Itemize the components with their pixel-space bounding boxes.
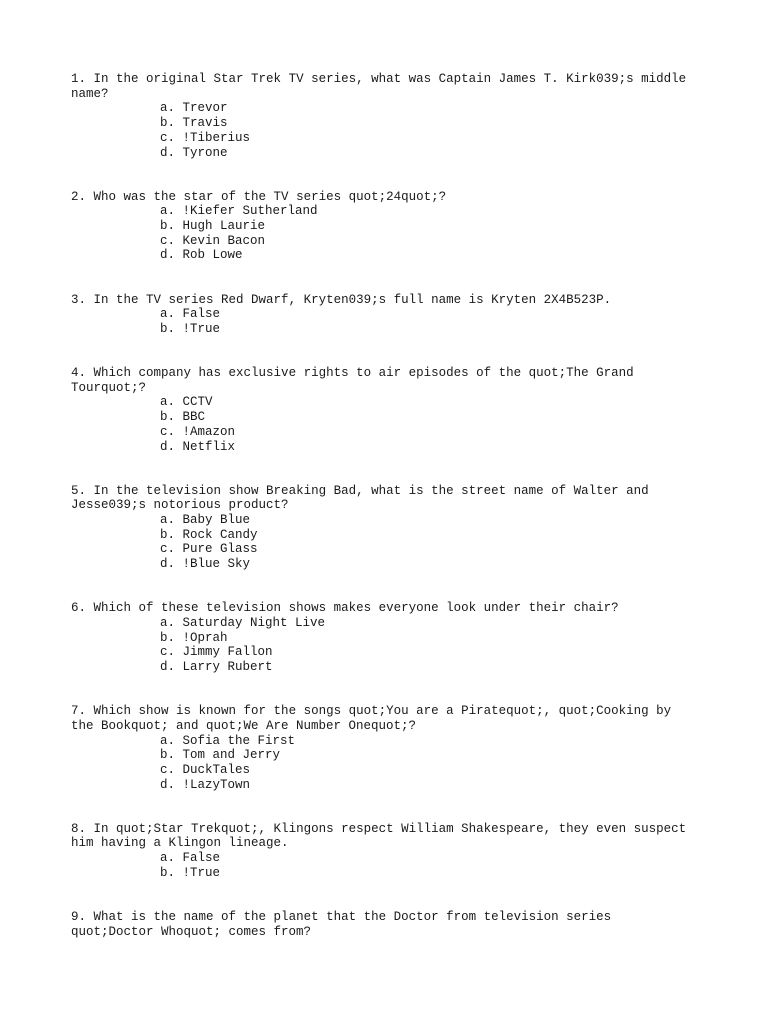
- option-letter: b.: [160, 748, 176, 763]
- option-letter: d.: [160, 248, 176, 263]
- answer-options: [71, 395, 701, 454]
- quiz-document: [71, 72, 701, 969]
- option-text: Baby Blue: [182, 513, 251, 528]
- answer-option: [160, 204, 701, 219]
- question-number: 9.: [71, 909, 87, 924]
- question-6: [71, 601, 701, 675]
- option-letter: d.: [160, 439, 176, 454]
- question-text: In the original Star Trek TV series, what was Captain James T. Kirk039;s middle name?: [71, 72, 694, 101]
- option-letter: a.: [160, 204, 176, 219]
- question-4: [71, 366, 701, 454]
- question-number: 6.: [71, 601, 87, 616]
- answer-option: [160, 851, 701, 866]
- answer-option: [160, 778, 701, 793]
- answer-option: [160, 866, 701, 881]
- question-text: In quot;Star Trekquot;, Klingons respect William Shakespeare, they even suspect him having a Klingon lineage.: [71, 821, 694, 851]
- option-letter: a.: [160, 615, 176, 630]
- answer-option: [160, 528, 701, 543]
- answer-option: [160, 557, 701, 572]
- option-letter: b.: [160, 410, 176, 425]
- option-text: !Oprah: [182, 630, 228, 645]
- question-number: 3.: [71, 292, 87, 307]
- option-text: BBC: [182, 410, 206, 425]
- question-number: 4.: [71, 366, 87, 381]
- question-8: [71, 822, 701, 881]
- option-letter: c.: [160, 645, 176, 660]
- question-5: [71, 484, 701, 572]
- option-text: Hugh Laurie: [182, 219, 266, 234]
- answer-options: [71, 734, 701, 793]
- answer-option: [160, 763, 701, 778]
- option-letter: a.: [160, 395, 176, 410]
- answer-option: [160, 131, 701, 146]
- question-text: What is the name of the planet that the Doctor from television series quot;Doctor Whoquot; comes from?: [71, 909, 619, 939]
- option-letter: a.: [160, 513, 176, 528]
- option-letter: b.: [160, 321, 176, 336]
- option-letter: c.: [160, 762, 176, 777]
- option-letter: a.: [160, 733, 176, 748]
- option-letter: d.: [160, 660, 176, 675]
- option-letter: b.: [160, 116, 176, 131]
- option-text: !Tiberius: [182, 130, 251, 145]
- answer-option: [160, 631, 701, 646]
- question-text: Which company has exclusive rights to air episodes of the quot;The Grand Tourquot;?: [71, 366, 642, 395]
- answer-option: [160, 734, 701, 749]
- question-2: [71, 190, 701, 264]
- option-letter: a.: [160, 851, 176, 866]
- option-letter: c.: [160, 542, 176, 557]
- option-text: Jimmy Fallon: [182, 645, 273, 660]
- option-letter: b.: [160, 630, 176, 645]
- question-text: Which of these television shows makes everyone look under their chair?: [93, 601, 619, 616]
- answer-option: [160, 542, 701, 557]
- option-text: !True: [182, 865, 221, 880]
- option-letter: a.: [160, 101, 176, 116]
- answer-option: [160, 645, 701, 660]
- question-9: [71, 910, 701, 939]
- option-letter: b.: [160, 865, 176, 880]
- answer-option: [160, 101, 701, 116]
- answer-option: [160, 440, 701, 455]
- answer-options: [71, 101, 701, 160]
- answer-option: [160, 219, 701, 234]
- question-text: Which show is known for the songs quot;You are a Piratequot;, quot;Cooking by the Bookquot; and quot;We Are Number Onequot;?: [71, 704, 679, 733]
- option-text: !Blue Sky: [182, 557, 251, 572]
- option-text: False: [182, 307, 221, 322]
- answer-option: [160, 307, 701, 322]
- option-text: Saturday Night Live: [182, 615, 326, 630]
- answer-option: [160, 748, 701, 763]
- option-text: Rob Lowe: [182, 248, 243, 263]
- question-1: [71, 72, 701, 160]
- question-number: 7.: [71, 704, 87, 719]
- answer-option: [160, 116, 701, 131]
- option-text: DuckTales: [182, 762, 251, 777]
- answer-option: [160, 234, 701, 249]
- question-text: Who was the star of the TV series quot;24quot;?: [93, 189, 447, 204]
- option-text: Kevin Bacon: [182, 233, 266, 248]
- answer-option: [160, 248, 701, 263]
- answer-option: [160, 395, 701, 410]
- option-text: Tom and Jerry: [182, 748, 281, 763]
- answer-option: [160, 616, 701, 631]
- option-letter: b.: [160, 527, 176, 542]
- option-text: Larry Rubert: [182, 660, 273, 675]
- option-letter: c.: [160, 233, 176, 248]
- option-letter: a.: [160, 307, 176, 322]
- answer-option: [160, 513, 701, 528]
- answer-options: [71, 204, 701, 263]
- answer-option: [160, 410, 701, 425]
- option-text: Tyrone: [182, 145, 228, 160]
- option-text: !Kiefer Sutherland: [182, 204, 318, 219]
- option-text: False: [182, 851, 221, 866]
- option-letter: c.: [160, 424, 176, 439]
- question-7: [71, 704, 701, 792]
- answer-option: [160, 660, 701, 675]
- option-text: !True: [182, 321, 221, 336]
- answer-options: [71, 851, 701, 880]
- option-text: Sofia the First: [182, 733, 296, 748]
- answer-option: [160, 146, 701, 161]
- question-number: 2.: [71, 189, 87, 204]
- question-number: 5.: [71, 483, 87, 498]
- option-letter: d.: [160, 777, 176, 792]
- answer-option: [160, 425, 701, 440]
- option-letter: d.: [160, 145, 176, 160]
- option-text: Trevor: [182, 101, 228, 116]
- option-text: !LazyTown: [182, 777, 251, 792]
- answer-option: [160, 322, 701, 337]
- question-number: 8.: [71, 821, 87, 836]
- option-letter: b.: [160, 219, 176, 234]
- option-text: CCTV: [182, 395, 213, 410]
- option-text: Rock Candy: [182, 527, 258, 542]
- question-3: [71, 293, 701, 337]
- option-text: Netflix: [182, 439, 236, 454]
- answer-options: [71, 307, 701, 336]
- option-letter: c.: [160, 130, 176, 145]
- question-text: In the television show Breaking Bad, what is the street name of Walter and Jesse039;s notorious product?: [71, 483, 657, 513]
- option-text: Pure Glass: [182, 542, 258, 557]
- question-number: 1.: [71, 72, 87, 86]
- option-letter: d.: [160, 557, 176, 572]
- answer-options: [71, 616, 701, 675]
- option-text: Travis: [182, 116, 228, 131]
- option-text: !Amazon: [182, 424, 236, 439]
- question-text: In the TV series Red Dwarf, Kryten039;s full name is Kryten 2X4B523P.: [93, 292, 612, 307]
- answer-options: [71, 513, 701, 572]
